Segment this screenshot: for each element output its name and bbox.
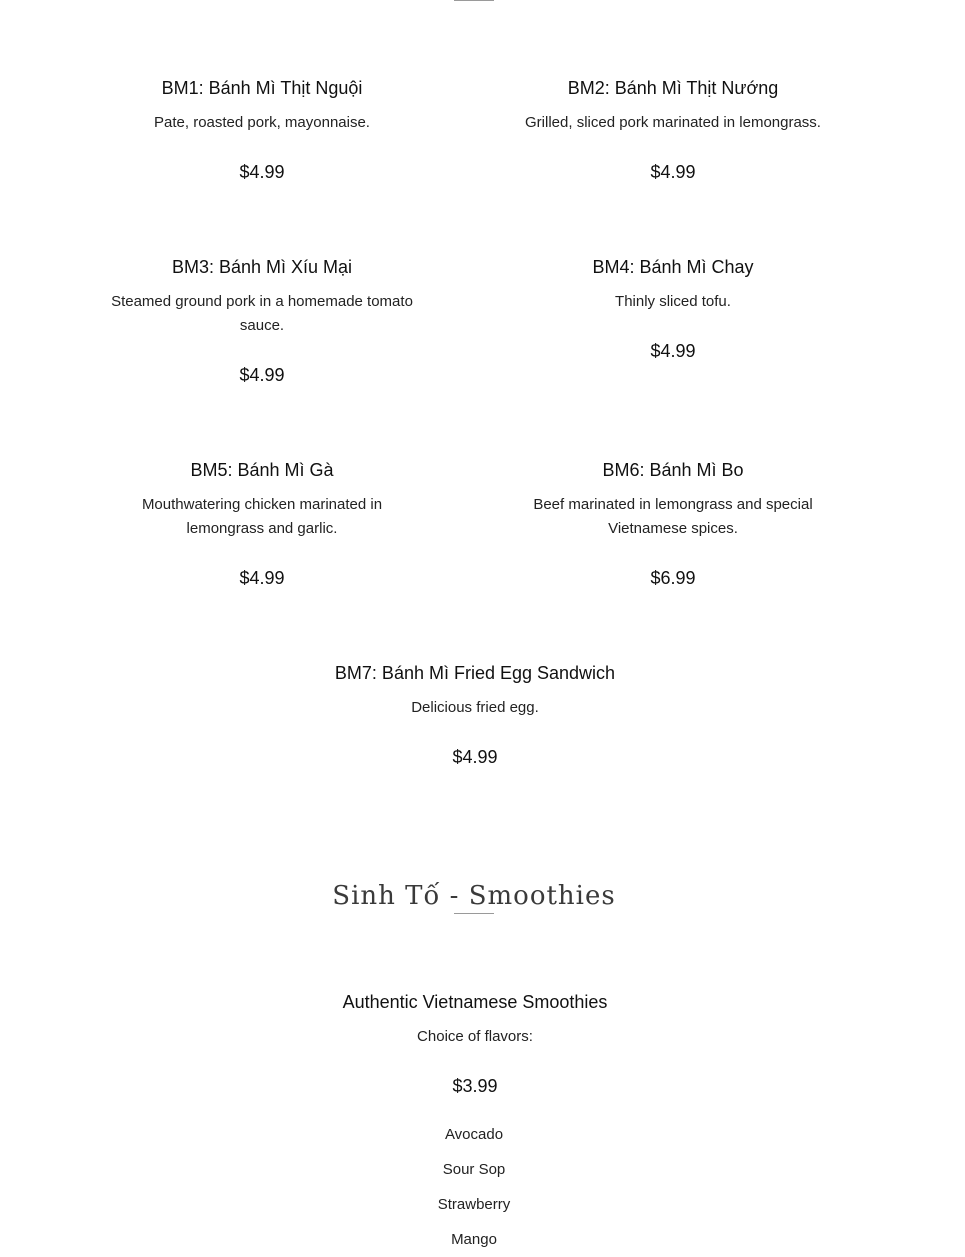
item-description: Steamed ground pork in a homemade tomato sauce. bbox=[111, 293, 413, 334]
menu-item-bm5 bbox=[97, 459, 427, 589]
item-title: BM4: Bánh Mì Chay bbox=[592, 257, 754, 277]
menu-item-smoothies bbox=[310, 991, 640, 1097]
item-description: Thinly sliced tofu. bbox=[615, 293, 731, 310]
flavor-item-mango: Mango bbox=[451, 1231, 497, 1248]
item-price: $3.99 bbox=[452, 1076, 498, 1096]
section-divider-top bbox=[454, 0, 494, 1]
menu-item-bm6 bbox=[508, 459, 838, 589]
item-description: Mouthwatering chicken marinated in lemongrass and garlic. bbox=[141, 496, 383, 537]
flavor-item-avocado: Avocado bbox=[444, 1126, 504, 1143]
item-price: $4.99 bbox=[650, 341, 696, 361]
item-title: BM2: Bánh Mì Thịt Nướng bbox=[567, 78, 779, 98]
section-divider bbox=[454, 913, 494, 914]
item-price: $6.99 bbox=[650, 568, 696, 588]
item-description: Choice of flavors: bbox=[417, 1028, 533, 1045]
item-price: $4.99 bbox=[239, 568, 285, 588]
menu-item-bm3 bbox=[97, 256, 427, 386]
item-price: $4.99 bbox=[239, 365, 285, 385]
item-price: $4.99 bbox=[239, 162, 285, 182]
flavor-list bbox=[0, 1117, 948, 1257]
item-description: Grilled, sliced pork marinated in lemongrass. bbox=[525, 114, 821, 131]
item-title: BM3: Bánh Mì Xíu Mại bbox=[171, 257, 353, 277]
menu-item-bm1 bbox=[97, 77, 427, 183]
menu-item-bm7 bbox=[310, 662, 640, 768]
item-price: $4.99 bbox=[650, 162, 696, 182]
flavor-item-strawberry: Strawberry bbox=[437, 1196, 511, 1213]
item-description: Delicious fried egg. bbox=[411, 699, 539, 716]
item-price: $4.99 bbox=[452, 747, 498, 767]
item-description: Beef marinated in lemongrass and special Vietnamese spices. bbox=[533, 496, 813, 537]
section-title-smoothies: Sinh Tố - Smoothies bbox=[332, 880, 616, 911]
menu-item-bm4 bbox=[508, 256, 838, 362]
item-title: BM1: Bánh Mì Thịt Nguội bbox=[161, 78, 363, 98]
item-title: BM6: Bánh Mì Bo bbox=[602, 460, 744, 480]
item-title: Authentic Vietnamese Smoothies bbox=[342, 992, 608, 1012]
item-description: Pate, roasted pork, mayonnaise. bbox=[154, 114, 370, 131]
item-title: BM7: Bánh Mì Fried Egg Sandwich bbox=[334, 663, 616, 683]
menu-item-bm2 bbox=[508, 77, 838, 183]
flavor-item-sour-sop: Sour Sop bbox=[442, 1161, 506, 1178]
item-title: BM5: Bánh Mì Gà bbox=[190, 460, 334, 480]
